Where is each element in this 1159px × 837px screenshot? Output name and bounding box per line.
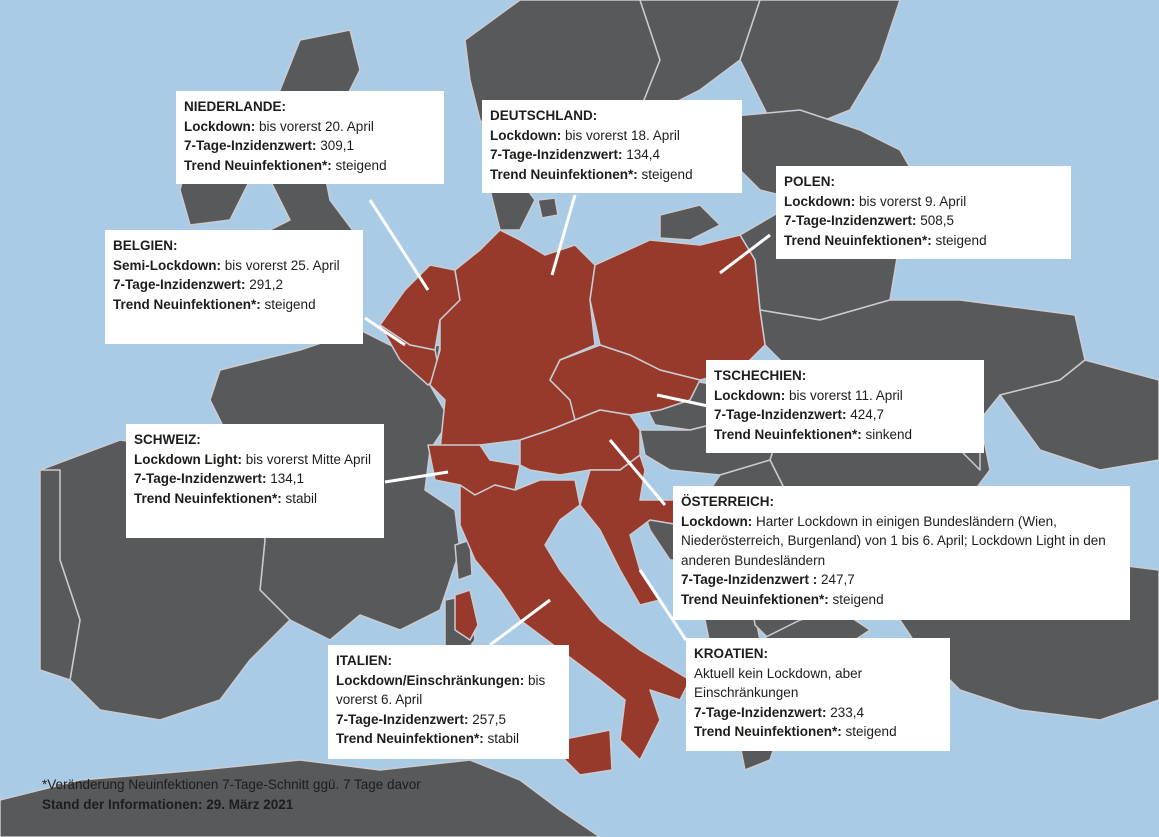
value: steigend (335, 157, 387, 173)
label: 7-Tage-Inzidenzwert: (714, 407, 847, 422)
label: Trend Neuinfektionen*: (336, 731, 484, 746)
country-name: ÖSTERREICH: (681, 494, 775, 509)
label: Trend Neuinfektionen*: (784, 232, 932, 248)
status: Aktuell kein Lockdown, aber Einschränkungen (694, 665, 863, 700)
value: 257,5 (472, 711, 507, 727)
box-tschechien (706, 360, 984, 453)
value: 233,4 (830, 704, 865, 720)
box-oesterreich (673, 486, 1130, 620)
value: Harter Lockdown in einigen Bundesländern (Wien, Niederösterreich, Burgenland) von 1 bis 6. April; Lockdown Light in den anderen Bundesländern (681, 513, 1106, 568)
value: bis vorerst 9. April (859, 193, 967, 209)
stand-date: Stand der Informationen: 29. März 2021 (42, 796, 294, 812)
box-polen (776, 166, 1071, 259)
label: Trend Neuinfektionen*: (694, 724, 842, 739)
label: 7-Tage-Inzidenzwert: (134, 471, 267, 486)
label: Trend Neuinfektionen*: (134, 490, 282, 506)
label: Lockdown/Einschränkungen: (336, 672, 525, 688)
value: bis vorerst Mitte April (245, 451, 372, 467)
label: Trend Neuinfektionen*: (681, 591, 829, 607)
label: 7-Tage-Inzidenzwert: (184, 138, 317, 153)
label: Lockdown Light: (134, 451, 242, 467)
label: 7-Tage-Inzidenzwert: (784, 213, 917, 228)
label: Lockdown: (784, 193, 856, 209)
value: stabil (285, 490, 318, 506)
label: 7-Tage-Inzidenzwert: (490, 147, 623, 162)
value: steigend (935, 232, 987, 248)
country-name: BELGIEN: (113, 238, 178, 253)
label: Lockdown: (681, 513, 753, 529)
box-niederlande (176, 91, 444, 184)
label: 7-Tage-Inzidenzwert: (113, 277, 246, 292)
box-kroatien (686, 638, 950, 751)
country-name: DEUTSCHLAND: (490, 108, 598, 123)
value: steigend (264, 296, 316, 312)
value: steigend (845, 724, 897, 739)
country-name: TSCHECHIEN: (714, 368, 807, 383)
value: 291,2 (249, 277, 284, 292)
label: Lockdown: (714, 387, 786, 403)
box-belgien (105, 230, 363, 344)
value: sinkend (865, 426, 913, 442)
value: 134,4 (626, 147, 661, 162)
box-italien (328, 645, 569, 759)
footer (42, 775, 421, 814)
label: 7-Tage-Inzidenzwert: (694, 704, 827, 720)
value: 134,1 (270, 471, 305, 486)
footnote: *Veränderung Neuinfektionen 7-Tage-Schnitt ggü. 7 Tage davor (42, 777, 421, 792)
value: stabil (487, 731, 520, 746)
label: Trend Neuinfektionen*: (113, 296, 261, 312)
label: Lockdown: (184, 118, 256, 134)
country-name: KROATIEN: (694, 646, 768, 661)
value: 508,5 (920, 213, 955, 228)
value: bis vorerst 20. April (259, 118, 374, 134)
label: Lockdown: (490, 127, 562, 143)
country-name: POLEN: (784, 174, 836, 189)
value: steigend (832, 591, 884, 607)
value: bis vorerst 25. April (224, 257, 340, 273)
label: Semi-Lockdown: (113, 257, 222, 273)
value: 247,7 (821, 572, 855, 587)
value: steigend (641, 166, 693, 182)
box-schweiz (126, 424, 384, 538)
box-deutschland (482, 100, 742, 193)
value: 309,1 (320, 138, 355, 153)
label: Trend Neuinfektionen*: (184, 157, 332, 173)
country-name: ITALIEN: (336, 653, 392, 668)
label: Trend Neuinfektionen*: (490, 166, 638, 182)
country-name: NIEDERLANDE: (184, 99, 287, 114)
value: 424,7 (850, 407, 885, 422)
value: bis vorerst 18. April (565, 127, 680, 143)
denmark-isles (538, 198, 558, 218)
country-name: SCHWEIZ: (134, 432, 201, 447)
label: 7-Tage-Inzidenzwert: (336, 711, 469, 727)
label: Trend Neuinfektionen*: (714, 426, 862, 442)
value: bis vorerst 6. April (336, 672, 546, 707)
value: bis vorerst 11. April (789, 387, 903, 403)
label: 7-Tage-Inzidenzwert : (681, 572, 818, 587)
